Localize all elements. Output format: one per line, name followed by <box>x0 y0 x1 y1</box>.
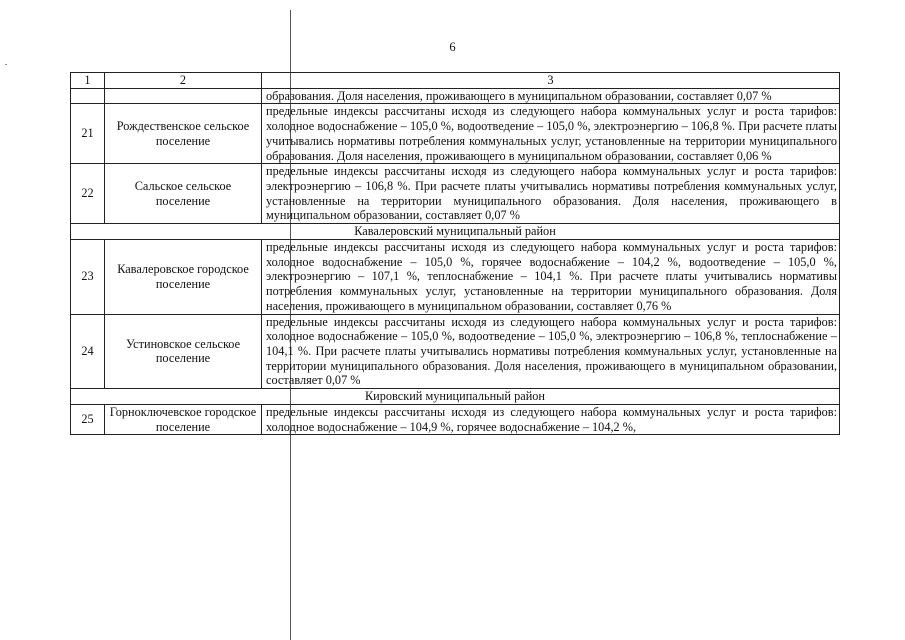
table-row-25 <box>71 405 840 435</box>
header-col-1: 1 <box>71 73 105 89</box>
tariff-description: предельные индексы рассчитаны исходя из следующего набора коммунальных услуг и роста тарифов: холодное водоснабжение – 104,9 %, горячее водоснабжение – 104,2 %, <box>262 405 840 435</box>
row-name-empty <box>105 88 262 104</box>
tariff-description: предельные индексы рассчитаны исходя из следующего набора коммунальных услуг и роста тарифов: холодное водоснабжение – 105,0 %, горячее водоснабжение – 104,2 %, водоотведение – 105,0 %, электроэнергию – 107,1 %, теплоснабжение – 104,1 %. При расчете платы учитывались нормативы потребления коммунальных услуг, установленные на территории муниципального образования. Доля населения, проживающего в муниципальном образовании, составляет 0,76 % <box>262 240 840 315</box>
tariff-table <box>70 72 840 435</box>
row-number: 21 <box>71 104 105 164</box>
tariff-description: предельные индексы рассчитаны исходя из следующего набора коммунальных услуг и роста тарифов: электроэнергию – 106,8 %. При расчете платы учитывались нормативы потребления коммунальных услуг, установленные на территории муниципального образования. Доля населения, проживающего в муниципальном образовании, составляет 0,07 % <box>262 164 840 224</box>
section-row-kavalerovsky <box>71 224 840 240</box>
table-row-22 <box>71 164 840 224</box>
section-heading: Кировский муниципальный район <box>71 389 840 405</box>
row-number: 23 <box>71 240 105 315</box>
row-number: 22 <box>71 164 105 224</box>
settlement-name: Рождественское сельское поселение <box>105 104 262 164</box>
table-row-24 <box>71 314 840 389</box>
row-number: 24 <box>71 314 105 389</box>
settlement-name: Сальское сельское поселение <box>105 164 262 224</box>
table-row-23 <box>71 240 840 315</box>
settlement-name: Устиновское сельское поселение <box>105 314 262 389</box>
table-header-row <box>71 73 840 89</box>
row-number: 25 <box>71 405 105 435</box>
tariff-description: предельные индексы рассчитаны исходя из следующего набора коммунальных услуг и роста тарифов: холодное водоснабжение – 105,0 %, водоотведение – 105,0 %, электроэнергию – 106,8 %. При расчете платы учитывались нормативы потребления коммунальных услуг, установленные на территории муниципального образования. Доля населения, проживающего в муниципальном образовании, составляет 0,06 % <box>262 104 840 164</box>
header-col-2: 2 <box>105 73 262 89</box>
row-text-continuation: образования. Доля населения, проживающего в муниципальном образовании, составляет 0,07 % <box>262 88 840 104</box>
table-row-continuation <box>71 88 840 104</box>
table-row-21 <box>71 104 840 164</box>
row-num-empty <box>71 88 105 104</box>
settlement-name: Кавалеровское городское поселение <box>105 240 262 315</box>
tariff-description: предельные индексы рассчитаны исходя из следующего набора коммунальных услуг и роста тарифов: холодное водоснабжение – 105,0 %, водоотведение – 105,0 %, электроэнергию – 106,8 %, теплоснабжение – 104,1 %. При расчете платы учитывались нормативы потребления коммунальных услуг, установленные на территории муниципального образования. Доля населения, проживающего в муниципальном образовании, составляет 0,07 % <box>262 314 840 389</box>
page-number: 6 <box>449 40 456 54</box>
scan-speck <box>5 64 7 65</box>
section-row-kirovsky <box>71 389 840 405</box>
settlement-name: Горноключевское городское поселение <box>105 405 262 435</box>
section-heading: Кавалеровский муниципальный район <box>71 224 840 240</box>
header-col-3: 3 <box>262 73 840 89</box>
